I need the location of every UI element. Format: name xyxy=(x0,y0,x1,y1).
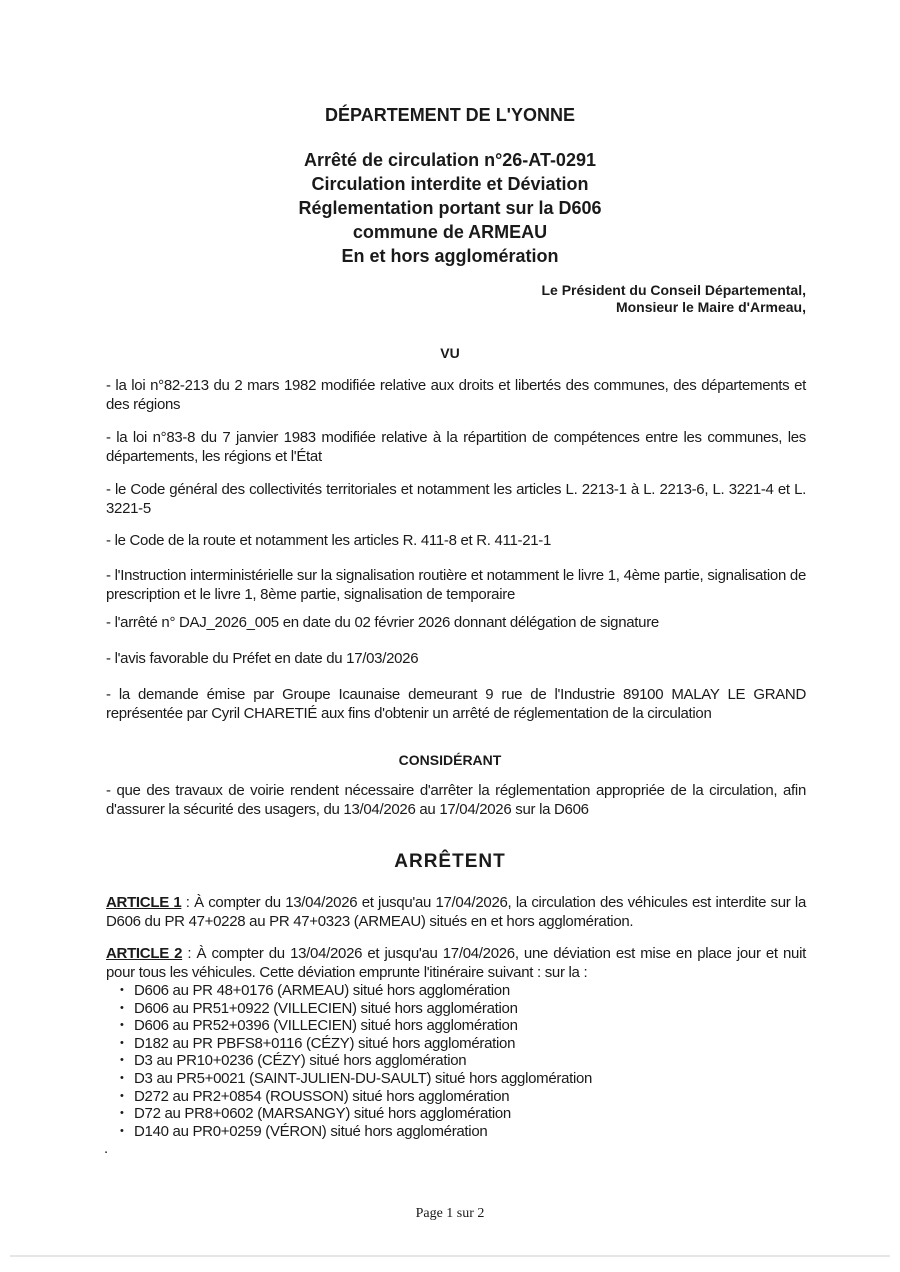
article-2-label: ARTICLE 2 xyxy=(106,945,183,962)
detour-route-list xyxy=(106,982,806,1140)
vu-item: - le Code de la route et notamment les articles R. 411-8 et R. 411-21-1 xyxy=(106,532,552,549)
vu-item: - la loi n°83-8 du 7 janvier 1983 modifiée relative à la répartition de compétences entre les communes, les départements, les régions et l'État xyxy=(106,429,806,465)
vu-item: - l'arrêté n° DAJ_2026_005 en date du 02 février 2026 donnant délégation de signature xyxy=(106,614,659,631)
vu-item: - la loi n°82-213 du 2 mars 1982 modifiée relative aux droits et libertés des communes, des départements et des régions xyxy=(106,377,806,413)
route-item: • D72 au PR8+0602 (MARSANGY) situé hors agglomération xyxy=(134,1105,806,1123)
route-item: • D3 au PR10+0236 (CÉZY) situé hors agglomération xyxy=(134,1052,806,1070)
page-number: Page 1 sur 2 xyxy=(415,1206,485,1221)
article-1-label: ARTICLE 1 xyxy=(106,894,182,911)
trailing-dot: . xyxy=(104,1140,109,1157)
article-2-text: : À compter du 13/04/2026 et jusqu'au 17/04/2026, une déviation est mise en place jour et nuit pour tous les véhicules. Cette déviation emprunte l'itinéraire suivant : sur la : xyxy=(106,945,806,981)
route-item: • D606 au PR52+0396 (VILLECIEN) situé hors agglomération xyxy=(134,1017,806,1035)
title-line: Réglementation portant sur la D606 xyxy=(298,198,602,218)
title-line: Arrêté de circulation n°26-AT-0291 xyxy=(304,150,596,170)
article-1-text: : À compter du 13/04/2026 et jusqu'au 17/04/2026, la circulation des véhicules est interdite sur la D606 du PR 47+0228 au PR 47+0323 (ARMEAU) situés en et hors agglomération. xyxy=(106,894,806,930)
vu-item: - le Code général des collectivités territoriales et notamment les articles L. 2213-1 à L. 2213-6, L. 3221-4 et L. 3221-5 xyxy=(106,481,806,517)
decree-title xyxy=(0,148,900,268)
authority-mayor: Monsieur le Maire d'Armeau, xyxy=(615,299,806,315)
article-2 xyxy=(106,945,806,1140)
title-line: Circulation interdite et Déviation xyxy=(311,174,589,194)
route-item: • D606 au PR 48+0176 (ARMEAU) situé hors agglomération xyxy=(134,982,806,1000)
considerant-heading: CONSIDÉRANT xyxy=(398,752,502,768)
article-1 xyxy=(106,894,806,931)
title-line: En et hors agglomération xyxy=(341,246,559,266)
vu-heading: VU xyxy=(440,345,460,361)
vu-item: - l'avis favorable du Préfet en date du 17/03/2026 xyxy=(106,650,419,667)
route-item: • D140 au PR0+0259 (VÉRON) situé hors agglomération xyxy=(134,1123,806,1141)
vu-item: - la demande émise par Groupe Icaunaise demeurant 9 rue de l'Industrie 89100 MALAY LE GRAND représentée par Cyril CHARETIÉ aux fins d'obtenir un arrêté de réglementation de la circulation xyxy=(106,686,806,722)
title-line: commune de ARMEAU xyxy=(352,222,548,242)
route-item: • D606 au PR51+0922 (VILLECIEN) situé hors agglomération xyxy=(134,1000,806,1018)
authorities xyxy=(400,282,806,316)
authority-president: Le Président du Conseil Départemental, xyxy=(541,282,806,298)
route-item: • D272 au PR2+0854 (ROUSSON) situé hors agglomération xyxy=(134,1088,806,1106)
department-heading: DÉPARTEMENT DE L'YONNE xyxy=(325,105,575,125)
route-item: • D182 au PR PBFS8+0116 (CÉZY) situé hors agglomération xyxy=(134,1035,806,1053)
vu-item: - l'Instruction interministérielle sur la signalisation routière et notamment le livre 1, 4ème partie, signalisation de prescription et le livre 1, 8ème partie, signalisation de temporaire xyxy=(106,567,806,603)
arretent-heading: ARRÊTENT xyxy=(394,851,506,872)
page-edge-divider xyxy=(10,1255,890,1257)
considerant-text: - que des travaux de voirie rendent nécessaire d'arrêter la réglementation appropriée de la circulation, afin d'assurer la sécurité des usagers, du 13/04/2026 au 17/04/2026 sur la D606 xyxy=(106,782,806,818)
route-item: • D3 au PR5+0021 (SAINT-JULIEN-DU-SAULT) situé hors agglomération xyxy=(134,1070,806,1088)
